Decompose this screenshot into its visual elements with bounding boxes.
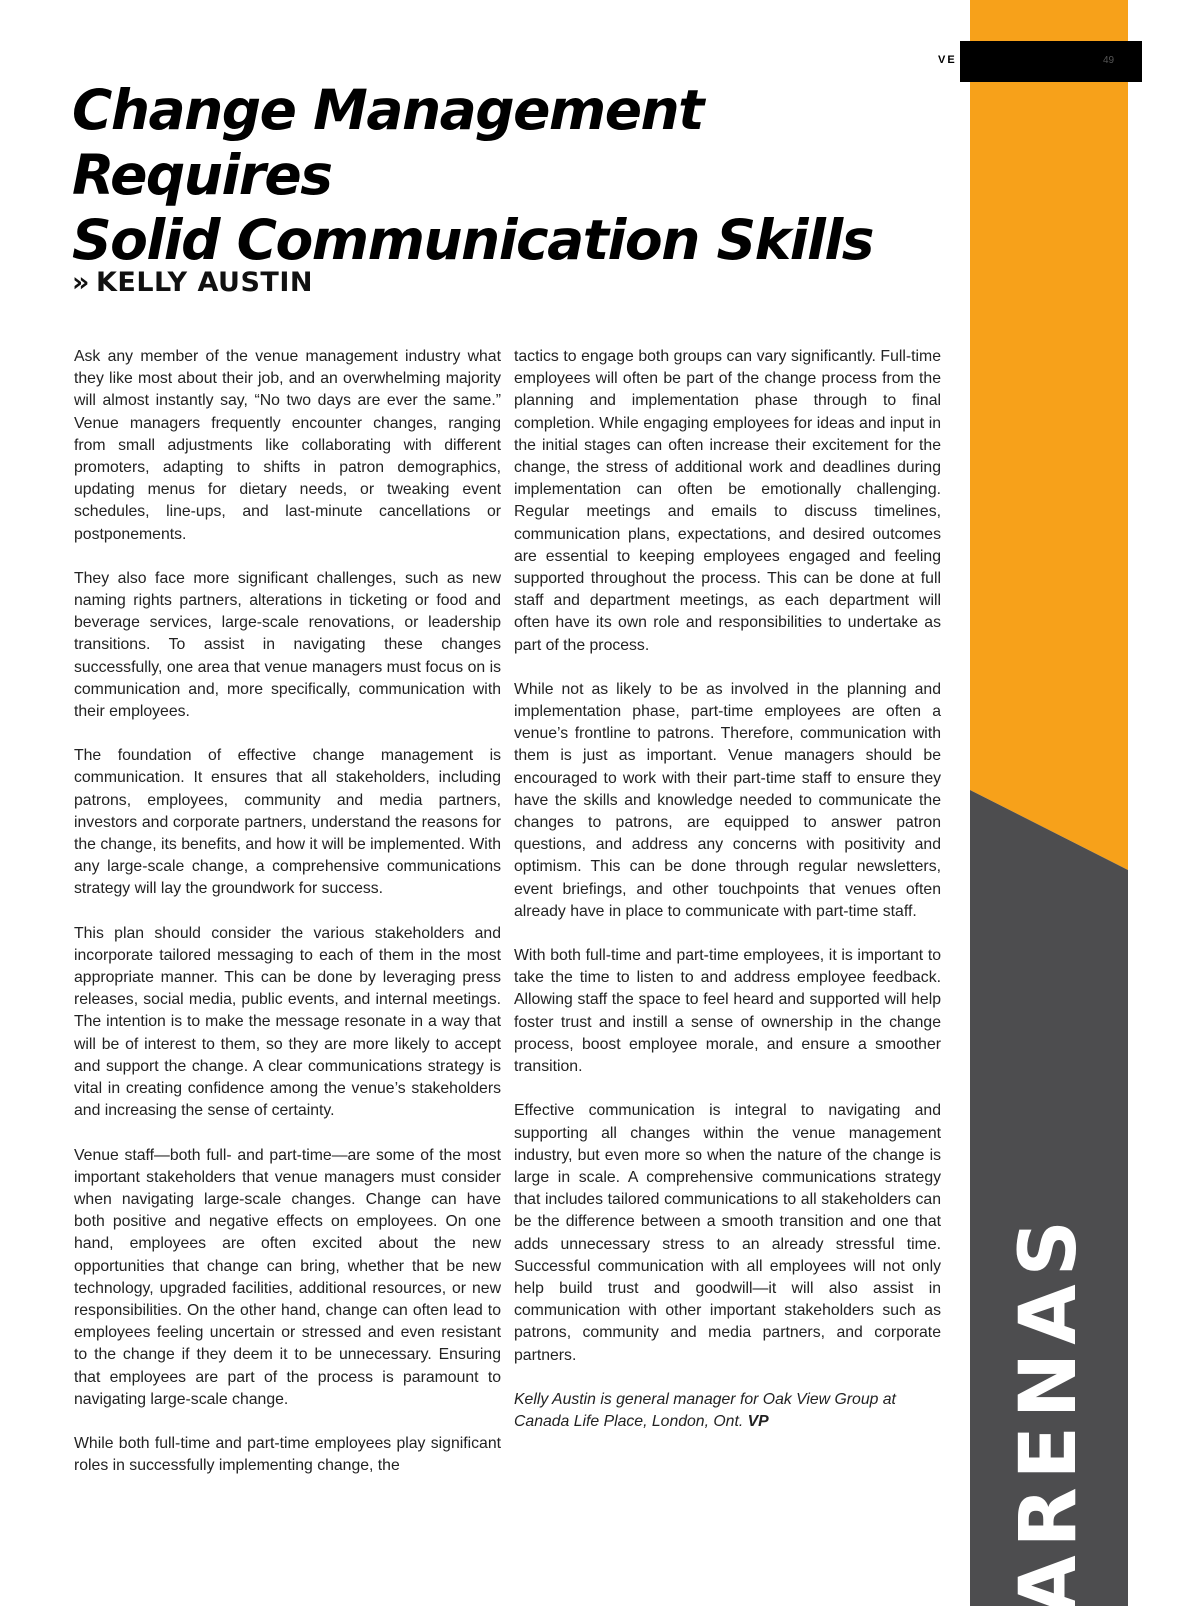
title-line-1: Change Management Requires [72,78,703,207]
section-label: ARENAS [1004,1212,1094,1616]
title-line-2: Solid Communication Skills [72,207,873,272]
byline-marker: » [72,267,90,298]
byline [72,267,313,298]
body-paragraph: Venue staff—both full- and part-time—are some of the most important stakeholders that venue managers must consider when navigating large-scale changes. Change can have both positive and negative effects on employees. On one hand, employees are often excited about the new opportunities that change can bring, whether that be new technology, upgraded facilities, additional resources, or new responsibilities. On the other hand, change can often lead to employees feeling uncertain or stressed and even resistant to the change if they deem it to be unnecessary. Ensuring that employees are part of the process is paramount to navigating large-scale change. [74,1146,501,1408]
body-paragraph: While not as likely to be as involved in the planning and implementation phase, part-time employees are often a venue’s frontline to patrons. Therefore, communication with them is just as important. Venue managers should be encouraged to work with their part-time staff to ensure they have the skills and knowledge needed to communicate the changes to patrons, are equipped to answer patron questions, and address any concerns with positivity and optimism. This can be done through regular newsletters, event briefings, and other touchpoints that venues often already have in place to communicate with part-time staff. [514,680,941,920]
author-bio-text: Kelly Austin is general manager for Oak View Group at Canada Life Place, London, Ont. [514,1390,896,1430]
body-paragraph: Ask any member of the venue management industry what they like most about their job, and an overwhelming majority will almost instantly say, “No two days are ever the same.” Venue managers frequently encounter changes, ranging from small adjustments like collaborating with different promoters, adapting to shifts in patron demographics, updating menus for dietary needs, or tweaking event schedules, line-ups, and last-minute cancellations or postponements. [74,348,501,543]
body-paragraph: With both full-time and part-time employees, it is important to take the time to listen to and address employee feedback. Allowing staff the space to feel heard and supported will help foster trust and instill a sense of ownership in the change process, boost employee morale, and ensure a smoother transition. [514,947,941,1076]
header-bar [960,41,1142,82]
body-paragraph: tactics to engage both groups can vary significantly. Full-time employees will often be part of the change process from the planning and implementation phase through to final completion. While engaging employees for ideas and input in the initial stages can often increase their excitement for the change, the stress of additional work and deadlines during implementation can often be emotionally challenging. Regular meetings and emails to discuss timelines, communication plans, expectations, and desired outcomes are essential to keeping employees engaged and feeling supported throughout the process. This can be done at full staff and department meetings, as each department will often have its own role and responsibilities to undertake as part of the process. [514,348,941,654]
signoff-mark: VP [747,1412,769,1430]
page-number: 49 [1103,55,1115,66]
article-column-right [514,346,941,1455]
sidebar-orange-band [970,0,1128,870]
body-paragraph: They also face more significant challenges, such as new naming rights partners, alterations in ticketing or food and beverage services, large-scale renovations, or leadership transitions. To assist in navigating these changes successfully, one area that venue managers must focus on is communication and, more specifically, communication with their employees. [74,569,501,721]
article-column-left [74,346,501,1499]
magazine-header-tag: VE [938,54,957,66]
body-paragraph: While both full-time and part-time employees play significant roles in successfully implementing change, the [74,1434,501,1475]
body-paragraph: This plan should consider the various stakeholders and incorporate tailored messaging to each of them in the most appropriate manner. This can be done by leveraging press releases, social media, public events, and internal meetings. The intention is to make the message resonate in a way that will be of interest to them, so they are more likely to accept and support the change. A clear communications strategy is vital in creating confidence among the venue’s stakeholders and increasing the sense of certainty. [74,924,501,1120]
author-name: KELLY AUSTIN [95,267,313,298]
author-bio [514,1389,941,1433]
article-title [72,78,932,273]
body-paragraph: The foundation of effective change management is communication. It ensures that all stakeholders, including patrons, employees, community and media partners, investors and corporate partners, understand the reasons for the change, its benefits, and how it will be implemented. With any large-scale change, a comprehensive communications strategy will lay the groundwork for success. [74,747,501,898]
body-paragraph: Effective communication is integral to navigating and supporting all changes within the venue management industry, but even more so when the nature of the change is large in scale. A comprehensive communications strategy that includes tailored communications to all stakeholders can be the difference between a smooth transition and one that adds unnecessary stress to an already stressful time. Successful communication with all employees will not only help build trust and goodwill—it will also assist in communication with other important stakeholders such as patrons, community and media partners, and corporate partners. [514,1102,941,1364]
